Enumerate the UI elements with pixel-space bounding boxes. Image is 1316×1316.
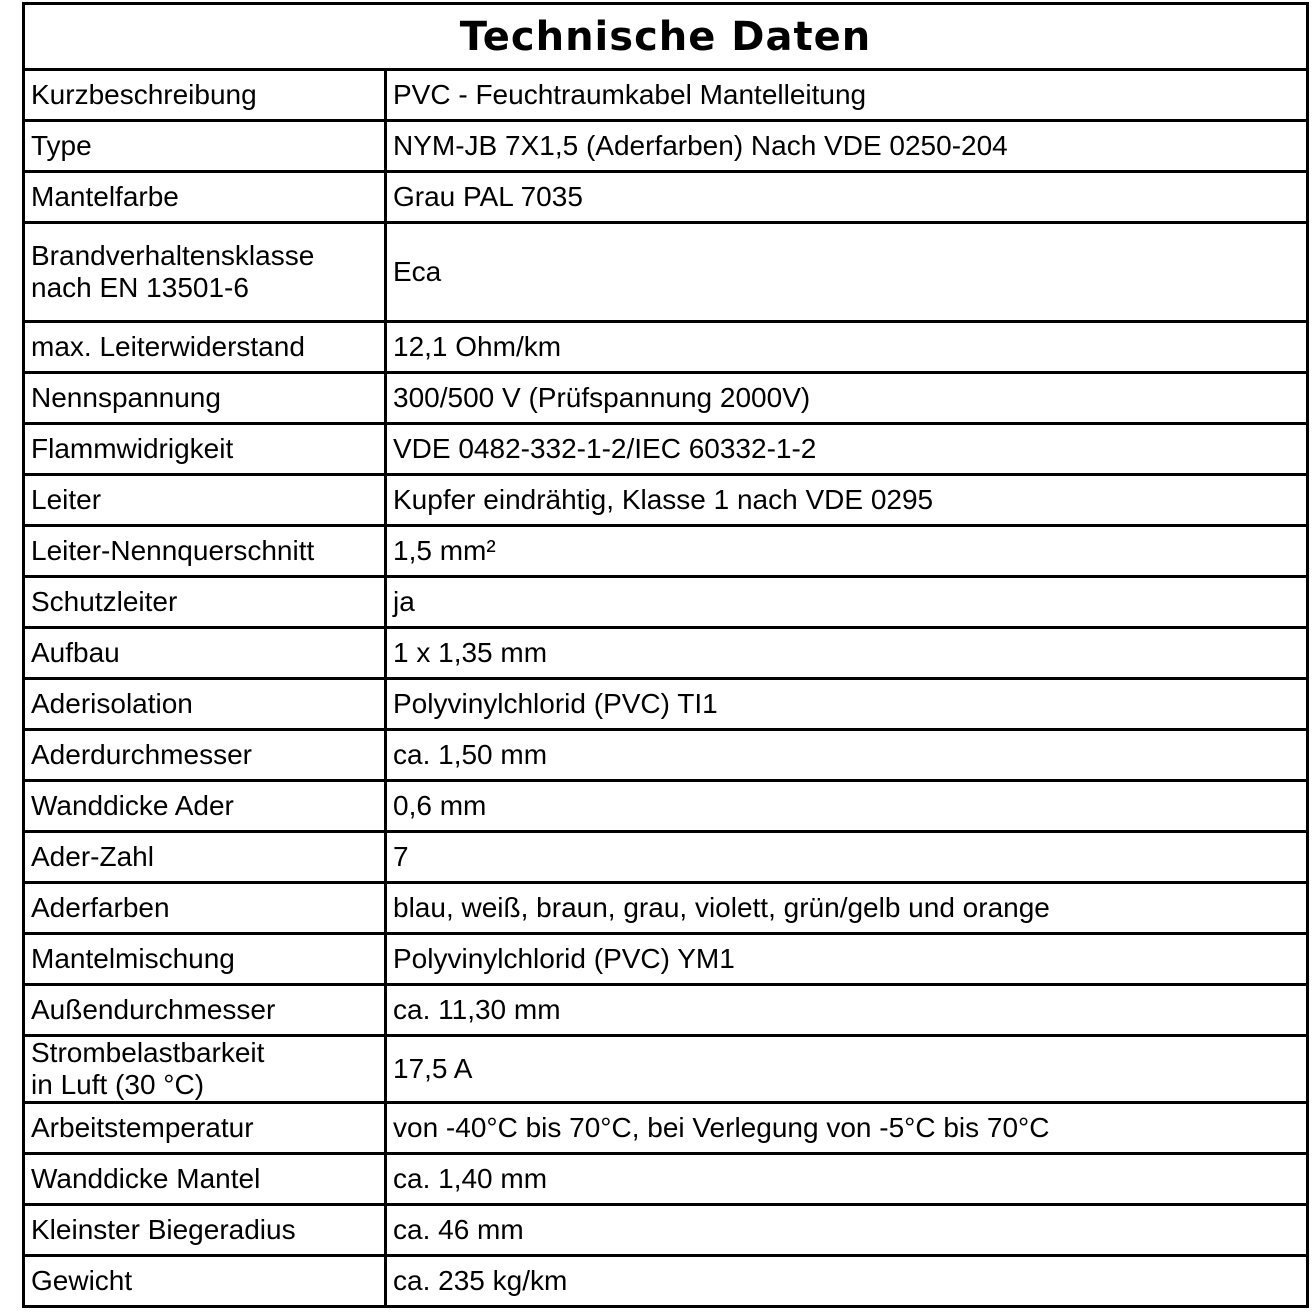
row-label: Strombelastbarkeit in Luft (30 °C)	[24, 1036, 386, 1103]
table-row	[24, 628, 1308, 679]
row-label: Arbeitstemperatur	[24, 1103, 386, 1154]
row-value: ca. 46 mm	[386, 1205, 1308, 1256]
row-value: 1 x 1,35 mm	[386, 628, 1308, 679]
row-value: 17,5 A	[386, 1036, 1308, 1103]
row-label: Mantelfarbe	[24, 172, 386, 223]
row-label: Aufbau	[24, 628, 386, 679]
table-row	[24, 1036, 1308, 1103]
row-label: Nennspannung	[24, 373, 386, 424]
table-row	[24, 223, 1308, 322]
table-row	[24, 373, 1308, 424]
table-row	[24, 475, 1308, 526]
title-row	[24, 4, 1308, 70]
row-value: blau, weiß, braun, grau, violett, grün/gelb und orange	[386, 883, 1308, 934]
row-value: 300/500 V (Prüfspannung 2000V)	[386, 373, 1308, 424]
row-label: Mantelmischung	[24, 934, 386, 985]
row-value: Polyvinylchlorid (PVC) TI1	[386, 679, 1308, 730]
row-label: Wanddicke Ader	[24, 781, 386, 832]
row-label: Flammwidrigkeit	[24, 424, 386, 475]
row-value: PVC - Feuchtraumkabel Mantelleitung	[386, 70, 1308, 121]
row-label: Gewicht	[24, 1256, 386, 1307]
row-value: VDE 0482-332-1-2/IEC 60332-1-2	[386, 424, 1308, 475]
row-value: 7	[386, 832, 1308, 883]
table-row	[24, 832, 1308, 883]
row-value: Grau PAL 7035	[386, 172, 1308, 223]
row-value: ja	[386, 577, 1308, 628]
table-row	[24, 172, 1308, 223]
row-label: Ader-Zahl	[24, 832, 386, 883]
table-row	[24, 121, 1308, 172]
row-label: Aderdurchmesser	[24, 730, 386, 781]
row-value: 1,5 mm²	[386, 526, 1308, 577]
table-row	[24, 985, 1308, 1036]
table-row	[24, 424, 1308, 475]
row-label: Leiter-Nennquerschnitt	[24, 526, 386, 577]
row-value: Polyvinylchlorid (PVC) YM1	[386, 934, 1308, 985]
row-value: ca. 1,40 mm	[386, 1154, 1308, 1205]
row-label: Brandverhaltensklasse nach EN 13501-6	[24, 223, 386, 322]
row-label: Aderisolation	[24, 679, 386, 730]
table-row	[24, 322, 1308, 373]
row-label: Außendurchmesser	[24, 985, 386, 1036]
row-label: max. Leiterwiderstand	[24, 322, 386, 373]
table-row	[24, 1256, 1308, 1307]
row-label: Leiter	[24, 475, 386, 526]
table-row	[24, 781, 1308, 832]
table-row	[24, 1103, 1308, 1154]
table-row	[24, 883, 1308, 934]
table-row	[24, 1205, 1308, 1256]
row-value: Eca	[386, 223, 1308, 322]
row-value: NYM-JB 7X1,5 (Aderfarben) Nach VDE 0250-204	[386, 121, 1308, 172]
table-row	[24, 1154, 1308, 1205]
row-value: von -40°C bis 70°C, bei Verlegung von -5°C bis 70°C	[386, 1103, 1308, 1154]
table-row	[24, 679, 1308, 730]
spec-table	[22, 2, 1309, 1308]
row-label: Type	[24, 121, 386, 172]
table-row	[24, 934, 1308, 985]
table-row	[24, 70, 1308, 121]
row-value: ca. 11,30 mm	[386, 985, 1308, 1036]
table-title: Technische Daten	[24, 4, 1308, 70]
row-value: ca. 235 kg/km	[386, 1256, 1308, 1307]
row-label: Kleinster Biegeradius	[24, 1205, 386, 1256]
table-row	[24, 526, 1308, 577]
row-value: ca. 1,50 mm	[386, 730, 1308, 781]
row-label: Kurzbeschreibung	[24, 70, 386, 121]
row-value: Kupfer eindrähtig, Klasse 1 nach VDE 0295	[386, 475, 1308, 526]
row-label: Schutzleiter	[24, 577, 386, 628]
table-row	[24, 577, 1308, 628]
table-row	[24, 730, 1308, 781]
row-value: 12,1 Ohm/km	[386, 322, 1308, 373]
row-label: Wanddicke Mantel	[24, 1154, 386, 1205]
row-value: 0,6 mm	[386, 781, 1308, 832]
row-label: Aderfarben	[24, 883, 386, 934]
